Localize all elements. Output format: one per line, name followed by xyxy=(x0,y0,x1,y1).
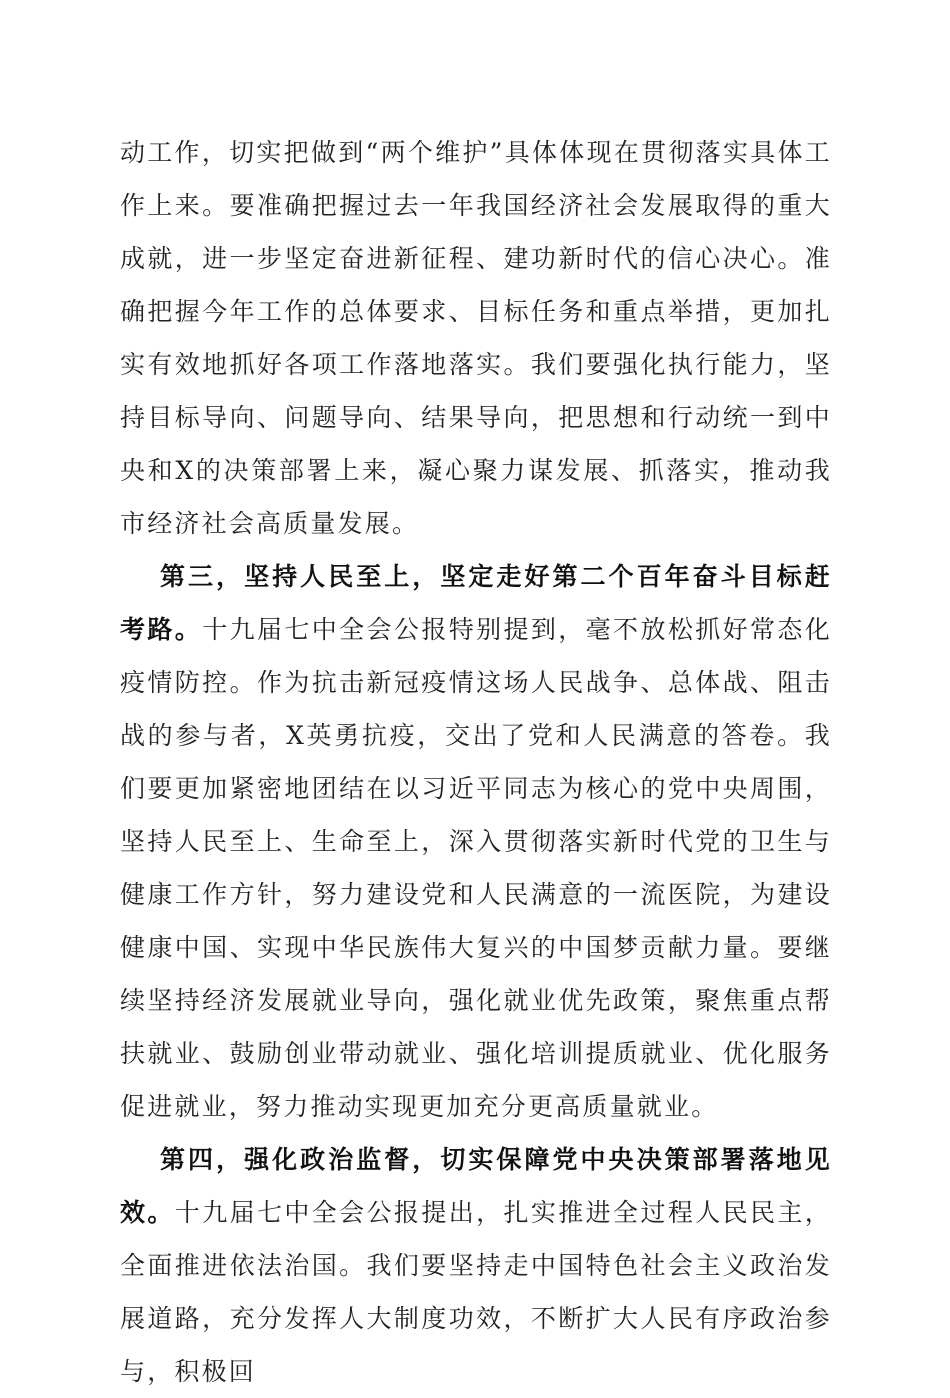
paragraph-2 xyxy=(120,550,832,1133)
document-body xyxy=(120,126,832,1398)
paragraph-2-heading: 第三，坚持人民至上，坚定走好第二个百年奋斗目标赶考路。 xyxy=(120,562,832,644)
paragraph-1-body: 动工作，切实把做到“两个维护”具体体现在贯彻落实具体工作上来。要准确把握过去一年我国经济社会发展取得的重大成就，进一步坚定奋进新征程、建功新时代的信心决心。准确把握今年工作的总体要求、目标任务和重点举措，更加扎实有效地抓好各项工作落地落实。我们要强化执行能力，坚持目标导向、问题导向、结果导向，把思想和行动统一到中央和X的决策部署上来，凝心聚力谋发展、抓落实，推动我市经济社会高质量发展。 xyxy=(120,138,832,538)
paragraph-3-heading: 第四，强化政治监督，切实保障党中央决策部署落地见效。 xyxy=(120,1145,832,1227)
paragraph-1 xyxy=(120,126,832,550)
paragraph-3 xyxy=(120,1133,832,1398)
paragraph-2-body: 十九届七中全会公报特别提到，毫不放松抓好常态化疫情防控。作为抗击新冠疫情这场人民战争、总体战、阻击战的参与者，X英勇抗疫，交出了党和人民满意的答卷。我们要更加紧密地团结在以习近平同志为核心的党中央周围，坚持人民至上、生命至上，深入贯彻落实新时代党的卫生与健康工作方针，努力建设党和人民满意的一流医院，为建设健康中国、实现中华民族伟大复兴的中国梦贡献力量。要继续坚持经济发展就业导向，强化就业优先政策，聚焦重点帮扶就业、鼓励创业带动就业、强化培训提质就业、优化服务促进就业，努力推动实现更加充分更高质量就业。 xyxy=(120,615,832,1121)
paragraph-3-body: 十九届七中全会公报提出，扎实推进全过程人民民主，全面推进依法治国。我们要坚持走中国特色社会主义政治发展道路，充分发挥人大制度功效，不断扩大人民有序政治参与，积极回 xyxy=(120,1198,832,1386)
